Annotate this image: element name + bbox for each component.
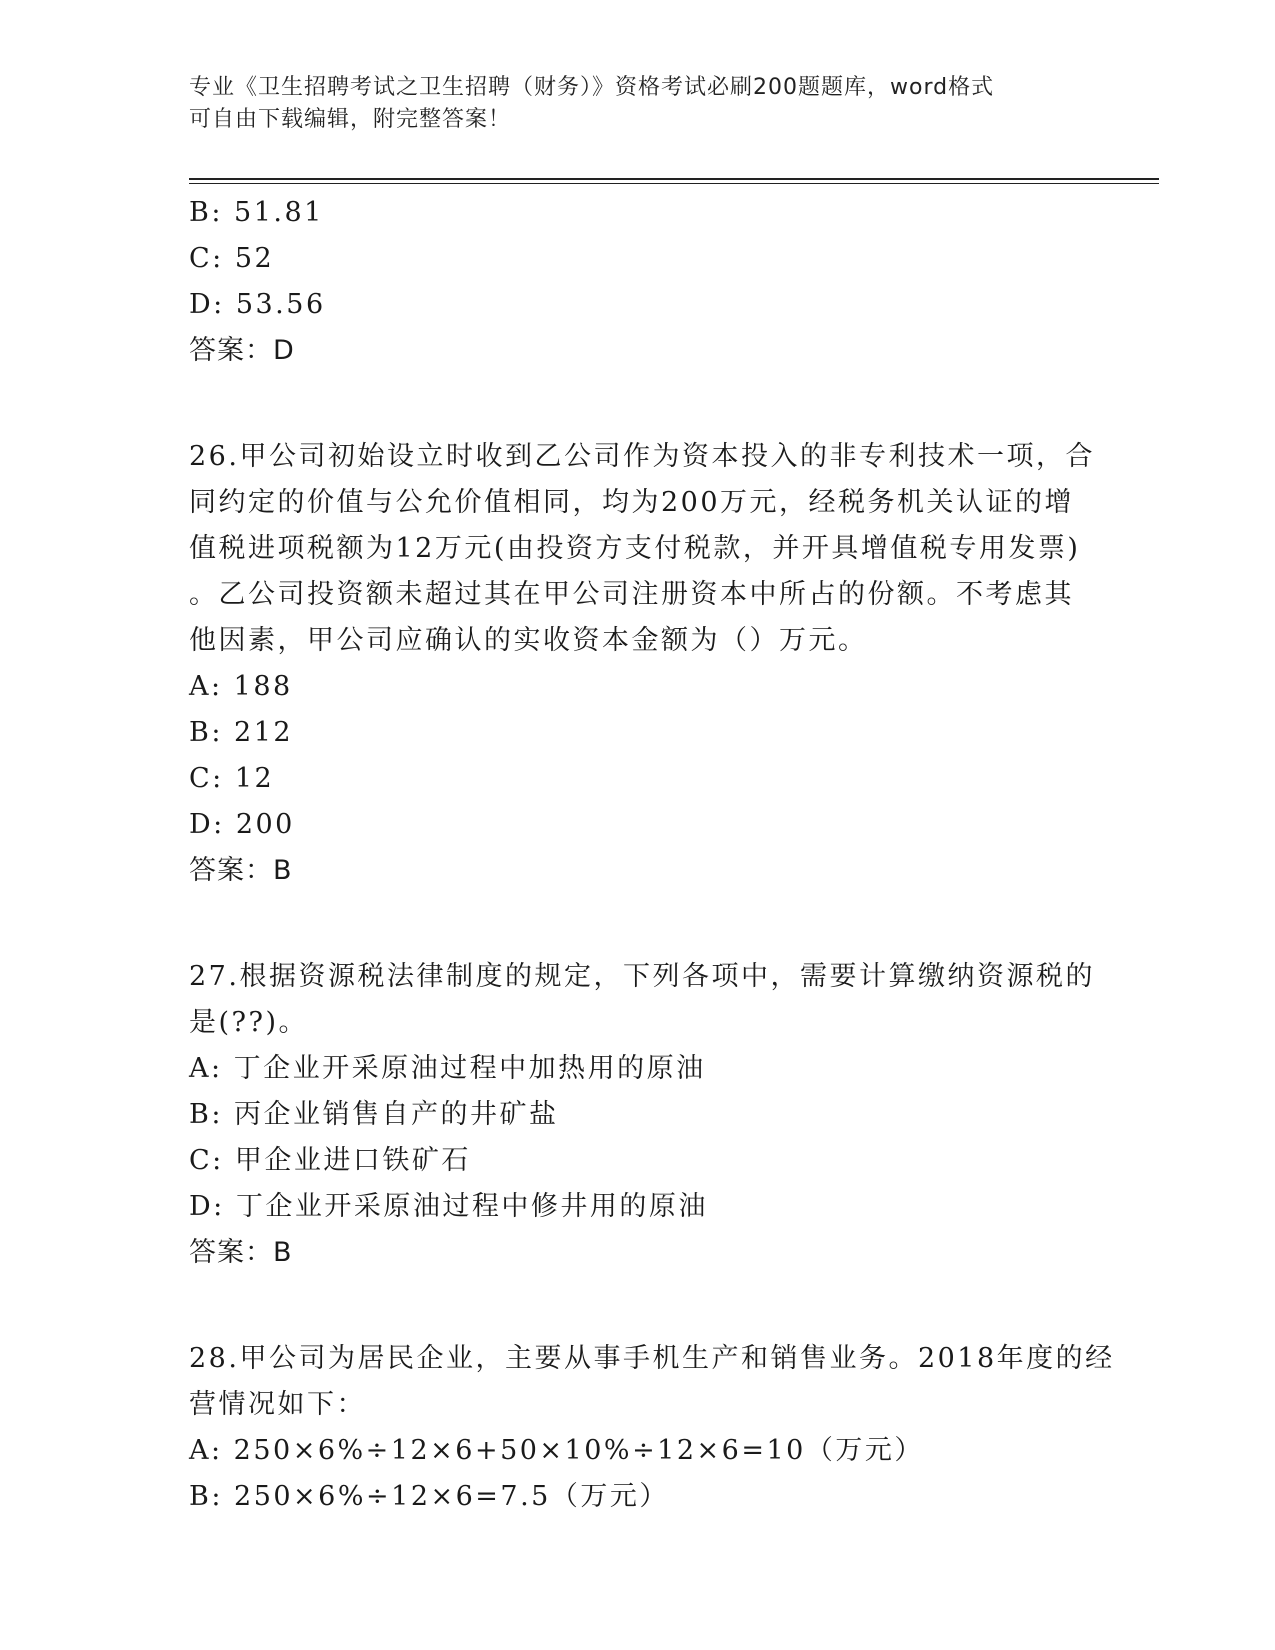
page-header: [189, 72, 1079, 136]
question-text-line: 同约定的价值与公允价值相同，均为200万元，经税务机关认证的增: [189, 487, 1075, 518]
header-line-1: 专业《卫生招聘考试之卫生招聘（财务）》资格考试必刷200题题库，word格式: [189, 75, 995, 100]
option-b: B: 250×6%÷12×6=7.5（万元）: [189, 1481, 669, 1512]
answer-label: 答案：D: [189, 335, 295, 366]
question-text-line: 是(??)。: [189, 1007, 309, 1038]
question-text-line: 。乙公司投资额未超过其在甲公司注册资本中所占的份额。不考虑其: [189, 579, 1074, 610]
question-text-line: 他因素，甲公司应确认的实收资本金额为（）万元。: [189, 625, 868, 656]
option-b: B: 丙企业销售自产的井矿盐: [189, 1099, 559, 1130]
question-text-line: 值税进项税额为12万元(由投资方支付税款，并开具增值税专用发票): [189, 533, 1081, 564]
answer-label: 答案：B: [189, 1237, 293, 1268]
question-text-line: 营情况如下：: [189, 1389, 366, 1420]
option-a: A: 188: [189, 671, 293, 702]
option-d: D: 200: [189, 809, 295, 840]
option-a: A: 丁企业开采原油过程中加热用的原油: [189, 1053, 706, 1084]
option-d: D: 丁企业开采原油过程中修井用的原油: [189, 1191, 708, 1222]
header-rule-top: [189, 178, 1159, 180]
question-text-line: 27.根据资源税法律制度的规定，下列各项中，需要计算缴纳资源税的: [189, 961, 1095, 992]
question-25: [189, 190, 1089, 374]
spacer: [189, 1276, 1089, 1336]
question-text-line: 28.甲公司为居民企业，主要从事手机生产和销售业务。2018年度的经: [189, 1343, 1115, 1374]
question-26: [189, 434, 1095, 894]
question-28: [189, 1336, 1115, 1520]
option-d: D: 53.56: [189, 289, 326, 320]
question-text-line: 26.甲公司初始设立时收到乙公司作为资本投入的非专利技术一项，合: [189, 441, 1095, 472]
spacer: [189, 374, 1089, 434]
spacer: [189, 894, 1089, 954]
option-a: A: 250×6%÷12×6+50×10%÷12×6=10（万元）: [189, 1435, 924, 1466]
header-line-2: 可自由下载编辑，附完整答案！: [189, 107, 512, 132]
option-b: B: 212: [189, 717, 294, 748]
option-c: C: 52: [189, 243, 275, 274]
option-c: C: 12: [189, 763, 275, 794]
answer-label: 答案：B: [189, 855, 293, 886]
option-b: B: 51.81: [189, 197, 324, 228]
header-rule-bottom: [189, 183, 1159, 184]
option-c: C: 甲企业进口铁矿石: [189, 1145, 471, 1176]
document-body: [189, 190, 1115, 1520]
question-27: [189, 954, 1095, 1276]
